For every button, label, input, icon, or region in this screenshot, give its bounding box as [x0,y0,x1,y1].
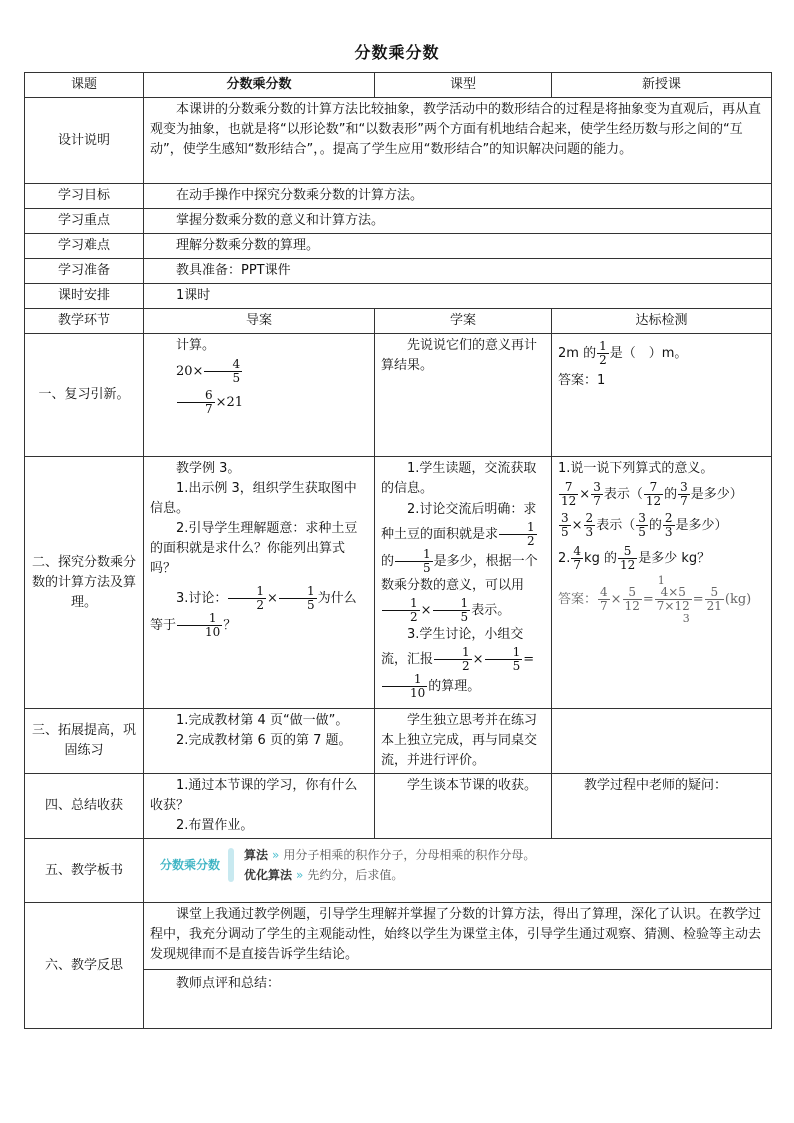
explore-row [25,457,772,709]
review-check-question: 2m 的 $\frac{1}{2}$ 是（ ）m。 [558,339,688,367]
reflect-content [144,903,772,1029]
reflect-label: 六、教学反思 [25,903,144,1029]
review-check [552,334,772,457]
summary-check: 教学过程中老师的疑问： [552,774,772,839]
difficulty-text: 理解分数乘分数的算理。 [144,234,772,259]
explore-check-p1: 1.说一说下列算式的意义。 [558,461,714,476]
explore-check-p2: 2. $\frac{4}{7}$ kg 的 $\frac{5}{12}$ 是多少 kg？ [558,544,711,572]
review-expr-1 [150,358,368,385]
summary-study: 学生谈本节课的收获。 [375,774,552,839]
summary-label: 四、总结收获 [25,774,144,839]
type-value: 新授课 [552,73,772,98]
time-row [25,284,772,309]
explore-study-p2: 2.讨论交流后明确：求种土豆的面积就是求 $\frac{1}{2}$ 的 $\frac{1}{5}$ 是多少，根据一个数乘分数的意义，可以用 $\frac{1}{2}$ × $\frac{1}{5}$ 表示。 [381,502,538,624]
expr-text: ×21 [215,395,244,410]
focus-label: 学习重点 [25,209,144,234]
explore-guide [144,457,375,709]
board-title: 分数乘分数 [160,858,221,872]
extend-guide [144,709,375,774]
design-label: 设计说明 [25,98,144,184]
col-check: 达标检测 [552,309,772,334]
fraction: $\frac{6}{7}$ [177,389,215,416]
explore-check-a: $\frac{7}{12}$ × $\frac{3}{7}$ 表示（ $\frac{7}{12}$ 的 $\frac{3}{7}$ 是多少） [561,480,743,508]
reflect-row [25,903,772,1029]
summary-row [25,774,772,839]
review-guide-intro: 计算。 [176,338,216,353]
explore-label: 二、探究分数乘分数的计算方法及算理。 [25,457,144,709]
prep-row [25,259,772,284]
teacher-comment-label: 教师点评和总结： [176,976,281,991]
expr-text: 20× [176,364,204,379]
summary-guide-p1: 1.通过本节课的学习，你有什么收获？ [150,778,358,813]
topic-label: 课题 [25,73,144,98]
explore-study-p3: 3.学生讨论，小组交流，汇报 $\frac{1}{2}$ × $\frac{1}{5}$ = $\frac{1}{10}$ 的算理。 [381,627,535,700]
design-row [25,98,772,184]
explore-check-b: $\frac{3}{5}$ × $\frac{2}{3}$ 表示（ $\frac{3}{5}$ 的 $\frac{2}{3}$ 是多少） [561,511,728,539]
col-guide: 导案 [144,309,375,334]
extend-row [25,709,772,774]
explore-guide-p3: 2.引导学生理解题意：求种土豆的面积就是求什么？你能列出算式吗？ [150,521,358,576]
col-stage: 教学环节 [25,309,144,334]
review-study: 先说说它们的意义再计算结果。 [375,334,552,457]
reflect-text: 课堂上我通过教学例题，引导学生理解并掌握了分数的计算方法，得出了算理，深化了认识。在教学过程中，我充分调动了学生的主观能动性，始终以学生为课堂主体，引导学生通过观察、猜测、检验等主动去发现规律而不是直接告诉学生结论。 [150,907,762,962]
extend-guide-p1: 1.完成教材第 4 页“做一做”。 [176,713,349,728]
prep-text: 教具准备：PPT课件 [144,259,772,284]
explore-check [552,457,772,709]
review-label: 一、复习引新。 [25,334,144,457]
fraction: $\frac{4}{5}$ [204,358,242,385]
explore-study-p1: 1.学生读题，交流获取的信息。 [381,461,537,496]
review-expr-2 [150,389,368,416]
board-rule-2: 优化算法 » 先约分，后求值。 [244,868,404,882]
summary-guide [144,774,375,839]
explore-guide-p2: 1.出示例 3，组织学生获取图中信息。 [150,481,357,516]
review-row [25,334,772,457]
topic-value: 分数乘分数 [144,73,375,98]
time-label: 课时安排 [25,284,144,309]
explore-guide-p1: 教学例 3。 [176,461,241,476]
board-label: 五、教学板书 [25,839,144,903]
focus-text: 掌握分数乘分数的意义和计算方法。 [144,209,772,234]
double-chevron-icon: » [272,848,280,862]
board-content [144,839,772,903]
extend-study: 学生独立思考并在练习本上独立完成，再与同桌交流，并进行评价。 [375,709,552,774]
summary-guide-p2: 2.布置作业。 [176,818,254,833]
difficulty-row [25,234,772,259]
extend-check [552,709,772,774]
focus-row [25,209,772,234]
design-text: 本课讲的分数乘分数的计算方法比较抽象，教学活动中的数形结合的过程是将抽象变为直观后，再从直观变为抽象，也就是将“以形论数”和“以数表形”两个方面有机地结合起来，使学生经历数与形之间的“互动”，使学生感知“数形结合”，。提高了学生应用“数形结合”的知识解决问题的能力。 [144,98,772,184]
page-title: 分数乘分数 [354,43,440,62]
explore-guide-p4: 3.讨论： $\frac{1}{2}$ × $\frac{1}{5}$ 为什么等于 $\frac{1}{10}$ ？ [150,584,357,639]
fraction: $\frac{1}{2}$ [599,339,607,367]
explore-study [375,457,552,709]
difficulty-label: 学习难点 [25,234,144,259]
board-rule-1: 算法 » 用分子相乘的积作分子，分母相乘的积作分母。 [244,848,536,862]
type-label: 课型 [375,73,552,98]
explore-check-answer: 答案： $\frac{4}{7}$ × $\frac{5}{12}$ = 1 4×5 7×12 3 = $\frac{5}{21}$ (kg) [558,574,752,625]
prep-label: 学习准备 [25,259,144,284]
review-check-answer: 答案：1 [558,373,606,388]
goal-text: 在动手操作中探究分数乘分数的计算方法。 [144,184,772,209]
extend-label: 三、拓展提高，巩固练习 [25,709,144,774]
review-guide [144,334,375,457]
time-text: 1课时 [144,284,772,309]
goal-label: 学习目标 [25,184,144,209]
header-row [25,73,772,98]
goal-row [25,184,772,209]
blackboard-design [150,841,765,889]
board-divider [228,848,234,882]
teacher-comment-section [144,969,771,994]
col-study: 学案 [375,309,552,334]
board-row [25,839,772,903]
extend-guide-p2: 2.完成教材第 6 页的第 7 题。 [176,733,352,748]
lesson-plan-table [24,72,772,1029]
column-header-row [25,309,772,334]
double-chevron-icon: » [296,868,304,882]
